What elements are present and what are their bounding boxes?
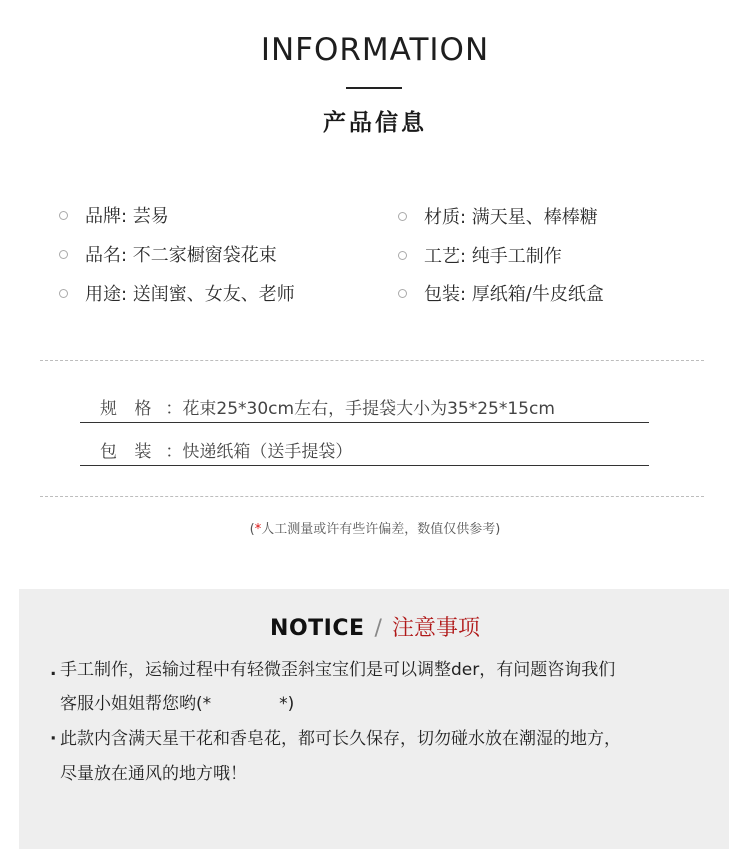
measurement-note	[0, 518, 750, 537]
notice-title-english: NOTICE	[270, 616, 365, 641]
notice-item-2-line1: 此款内含满天星干花和香皂花，都可长久保存，切勿碰水放在潮湿的地方，	[60, 729, 621, 749]
notice-slash: /	[374, 616, 382, 641]
spec-row-size	[80, 393, 649, 423]
notice-item-1-line2: 客服小姐姐帮您哟(* *)	[60, 694, 295, 714]
info-name-text: 品名: 不二家橱窗袋花束	[85, 245, 277, 266]
circle-bullet-icon	[398, 212, 407, 221]
notice-item-line	[50, 655, 615, 680]
info-brand-text: 品牌: 芸易	[85, 206, 169, 227]
spec-row-packaging	[80, 436, 649, 466]
spec-packaging-label: 包 装	[100, 442, 158, 462]
info-packaging-text: 包装: 厚纸箱/牛皮纸盒	[424, 284, 604, 305]
circle-bullet-icon	[59, 211, 68, 220]
circle-bullet-icon	[59, 289, 68, 298]
notice-heading	[0, 611, 750, 642]
info-item-name	[59, 240, 277, 268]
title-chinese: 产品信息	[323, 110, 427, 136]
note-text: 人工测量或许有些许偏差，数值仅供参考)	[261, 522, 501, 537]
info-item-packaging	[398, 279, 604, 307]
info-usage-text: 用途: 送闺蜜、女友、老师	[85, 284, 295, 305]
circle-bullet-icon	[398, 251, 407, 260]
spec-size-value: ：花束25*30cm左右，手提袋大小为35*25*15cm	[165, 399, 555, 419]
info-item-material	[398, 202, 598, 230]
circle-bullet-icon	[398, 289, 407, 298]
info-item-usage	[59, 279, 295, 307]
info-material-text: 材质: 满天星、棒棒糖	[424, 207, 598, 228]
notice-item-line	[50, 759, 247, 784]
info-craft-text: 工艺: 纯手工制作	[424, 246, 562, 267]
info-item-craft	[398, 241, 562, 269]
bullet-dot-icon: ·	[50, 729, 57, 749]
notice-item-line	[50, 689, 294, 714]
notice-item-line	[50, 724, 621, 749]
notice-item-2-line2: 尽量放在通风的地方哦！	[60, 764, 247, 784]
asterisk-icon: *	[254, 522, 262, 537]
dashed-divider	[40, 360, 704, 361]
info-item-brand	[59, 201, 169, 229]
circle-bullet-icon	[59, 250, 68, 259]
title-english: INFORMATION	[260, 32, 490, 68]
note-open-paren: (	[249, 522, 255, 537]
dashed-divider	[40, 496, 704, 497]
notice-item-1-line1: 手工制作，运输过程中有轻微歪斜宝宝们是可以调整der，有问题咨询我们	[60, 660, 616, 680]
bullet-dot-icon: .	[50, 660, 57, 680]
notice-title-chinese: 注意事项	[391, 616, 480, 641]
spec-packaging-value: ：快递纸箱（送手提袋）	[165, 442, 353, 462]
title-divider	[346, 87, 402, 89]
spec-size-label: 规 格	[100, 399, 158, 419]
